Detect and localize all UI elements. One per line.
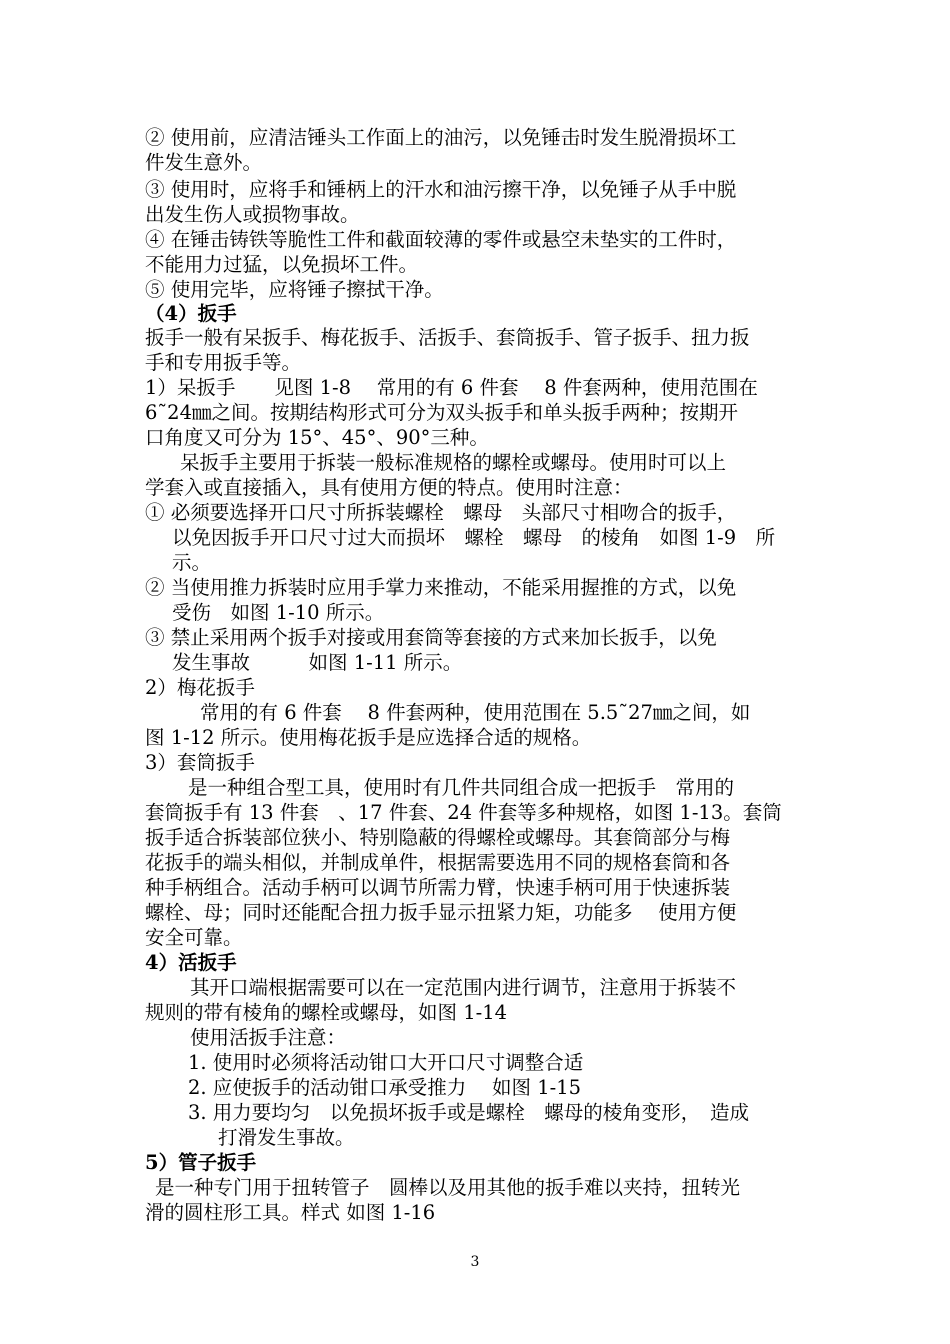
- text-line: 滑的圆柱形工具。样式 如图 1-16: [145, 1201, 436, 1224]
- text-line: 螺栓、母；同时还能配合扭力扳手显示扭紧力矩，功能多 使用方便: [145, 901, 737, 924]
- text-line: 出发生伤人或损物事故。: [145, 203, 360, 226]
- list-item: 2. 应使扳手的活动钳口承受推力 如图 1-15: [188, 1076, 582, 1099]
- text-line: 扳手一般有呆扳手、梅花扳手、活扳手、套筒扳手、管子扳手、扭力扳: [145, 326, 750, 349]
- text-line: ⑤ 使用完毕，应将锤子擦拭干净。: [145, 278, 444, 301]
- text-line: 1）呆扳手 见图 1-8 常用的有 6 件套 8 件套两种，使用范围在: [145, 376, 758, 399]
- text-line: 使用活扳手注意：: [190, 1026, 347, 1049]
- text-line: 受伤 如图 1-10 所示。: [172, 601, 385, 624]
- list-item: ② 当使用推力拆装时应用手掌力来推动，不能采用握推的方式，以免: [145, 576, 737, 599]
- text-line: ④ 在锤击铸铁等脆性工件和截面较薄的零件或悬空未垫实的工件时，: [145, 228, 737, 251]
- text-line: 口角度又可分为 15°、45°、90°三种。: [145, 426, 489, 449]
- section-heading: 4）活扳手: [145, 951, 237, 974]
- text-line: 是一种专门用于扭转管子 圆棒以及用其他的扳手难以夹持，扭转光: [155, 1176, 741, 1199]
- text-line: 不能用力过猛，以免损坏工件。: [145, 253, 419, 276]
- text-line: 示。: [172, 551, 212, 574]
- list-item: 1. 使用时必须将活动钳口大开口尺寸调整合适: [188, 1051, 584, 1074]
- text-line: 其开口端根据需要可以在一定范围内进行调节，注意用于拆装不: [190, 976, 737, 999]
- page-number: 3: [470, 1254, 480, 1270]
- text-line: 规则的带有棱角的螺栓或螺母，如图 1-14: [145, 1001, 508, 1024]
- text-line: 以免因扳手开口尺寸过大而损坏 螺栓 螺母 的棱角 如图 1-9 所: [172, 526, 776, 549]
- text-line: 6˜24㎜之间。按期结构形式可分为双头扳手和单头扳手两种；按期开: [145, 401, 738, 424]
- section-heading: （4）扳手: [145, 302, 237, 325]
- text-line: 呆扳手主要用于拆装一般标准规格的螺栓或螺母。使用时可以上: [180, 451, 727, 474]
- text-line: 手和专用扳手等。: [145, 351, 302, 374]
- text-line: 安全可靠。: [145, 926, 243, 949]
- section-heading: 5）管子扳手: [145, 1151, 257, 1174]
- text-line: 常用的有 6 件套 8 件套两种，使用范围在 5.5˜27㎜之间，如: [200, 701, 751, 724]
- list-item: ① 必须要选择开口尺寸所拆装螺栓 螺母 头部尺寸相吻合的扳手，: [145, 501, 737, 524]
- text-line: 是一种组合型工具，使用时有几件共同组合成一把扳手 常用的: [188, 776, 735, 799]
- text-line: 种手柄组合。活动手柄可以调节所需力臂，快速手柄可用于快速拆装: [145, 876, 731, 899]
- text-line: 套筒扳手有 13 件套 、17 件套、24 件套等多种规格，如图 1-13。套筒: [145, 801, 782, 824]
- list-item: ③ 禁止采用两个扳手对接或用套筒等套接的方式来加长扳手，以免: [145, 626, 717, 649]
- text-line: 学套入或直接插入，具有使用方便的特点。使用时注意：: [145, 476, 633, 499]
- text-line: 扳手适合拆装部位狭小、特别隐蔽的得螺栓或螺母。其套筒部分与梅: [145, 826, 731, 849]
- subheading: 3）套筒扳手: [145, 751, 255, 774]
- subheading: 2）梅花扳手: [145, 676, 255, 699]
- text-line: 件发生意外。: [145, 151, 263, 174]
- list-item: 3. 用力要均匀 以免损坏扳手或是螺栓 螺母的棱角变形， 造成: [188, 1101, 750, 1124]
- text-line: 花扳手的端头相似，并制成单件，根据需要选用不同的规格套筒和各: [145, 851, 731, 874]
- text-line: ③ 使用时，应将手和锤柄上的汗水和油污擦干净，以免锤子从手中脱: [145, 178, 737, 201]
- text-line: 图 1-12 所示。使用梅花扳手是应选择合适的规格。: [145, 726, 592, 749]
- text-line: 发生事故 如图 1-11 所示。: [172, 651, 463, 674]
- text-line: ② 使用前，应清洁锤头工作面上的油污，以免锤击时发生脱滑损坏工: [145, 126, 737, 149]
- text-line: 打滑发生事故。: [218, 1126, 355, 1149]
